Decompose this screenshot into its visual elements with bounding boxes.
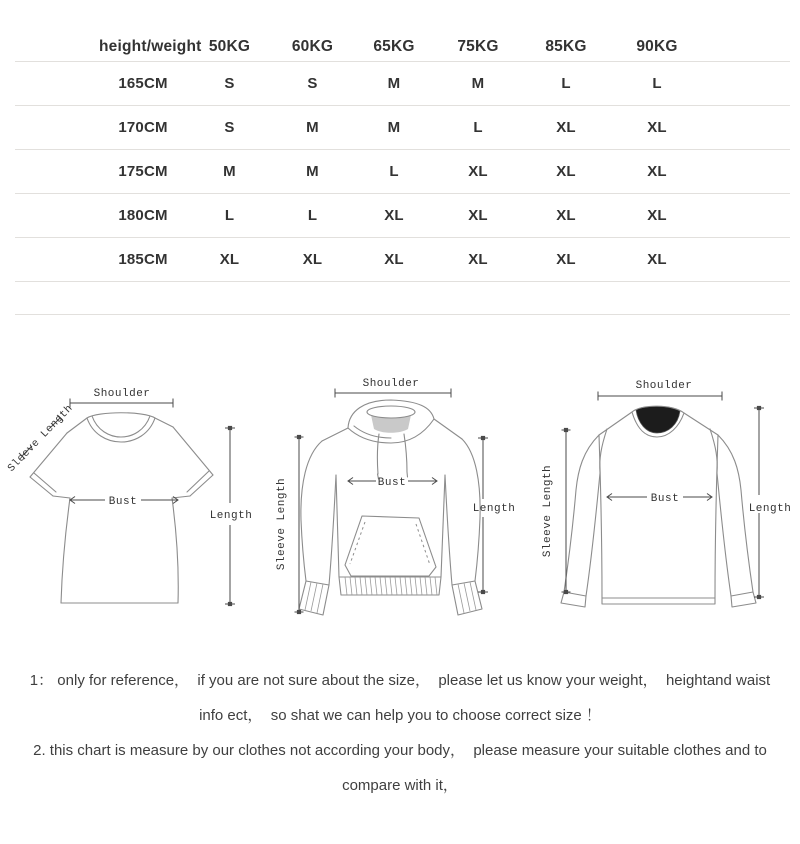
header-85kg: 85KG <box>545 38 587 55</box>
header-50kg: 50KG <box>208 38 251 55</box>
hoodie-bust-label: Bust <box>377 477 407 489</box>
size-cell: M <box>387 119 401 136</box>
header-75kg: 75KG <box>457 38 499 55</box>
collar-fill <box>636 406 680 433</box>
size-cell: L <box>473 119 483 136</box>
size-cell: XL <box>468 207 488 224</box>
header-60kg: 60KG <box>291 38 334 55</box>
table-row <box>15 238 790 282</box>
note-line-1: 1： only for reference， if you are not sure about the size， please let us know your weight， heightand waist <box>29 672 771 689</box>
size-cell: M <box>306 163 319 180</box>
size-cell: XL <box>647 251 667 268</box>
size-cell: L <box>307 207 318 224</box>
size-cell: S <box>307 75 318 92</box>
table-row <box>15 62 790 106</box>
table-row <box>15 150 790 194</box>
size-table <box>15 28 790 315</box>
tshirt-measurement-diagram <box>5 355 260 655</box>
longsleeve-measurement-diagram <box>535 355 800 655</box>
tshirt-shoulder-label: Shoulder <box>93 388 151 400</box>
size-cell: S <box>224 75 235 92</box>
row-height: 180CM <box>118 207 168 224</box>
size-cell: XL <box>384 207 404 224</box>
table-row <box>15 106 790 150</box>
size-cell: XL <box>556 207 576 224</box>
hoodie-length-label: Length <box>472 503 516 515</box>
note-line-2: info ect， so shat we can help you to choose correct size ！ <box>199 707 601 724</box>
header-90kg: 90KG <box>636 38 678 55</box>
size-cell: L <box>389 163 399 180</box>
tshirt-sleeve-length-label: Sleeve Length <box>5 402 76 475</box>
size-cell: L <box>652 75 662 92</box>
table-header-row <box>15 28 790 62</box>
size-cell: XL <box>219 251 240 268</box>
cuff-rib-lines <box>305 582 476 613</box>
size-cell: M <box>387 75 401 92</box>
header-height-weight: height/weight <box>99 38 202 55</box>
header-65kg: 65KG <box>373 38 415 55</box>
longsleeve-length-label: Length <box>748 503 792 515</box>
size-cell: XL <box>468 163 488 180</box>
longsleeve-sleeve-length-label: Sleeve Length <box>542 464 554 558</box>
longsleeve-bust-label: Bust <box>650 493 680 505</box>
size-cell: S <box>224 119 235 136</box>
size-cell: L <box>561 75 571 92</box>
size-cell: XL <box>556 251 576 268</box>
row-height: 175CM <box>118 163 168 180</box>
size-cell: XL <box>647 207 667 224</box>
size-cell: XL <box>556 163 576 180</box>
size-cell: M <box>471 75 485 92</box>
hoodie-sleeve-length-label: Sleeve Length <box>276 477 288 571</box>
longsleeve-outline-icon <box>561 406 756 607</box>
size-cell: L <box>224 207 235 224</box>
size-cell: XL <box>384 251 404 268</box>
size-cell: XL <box>302 251 323 268</box>
size-cell: XL <box>647 163 667 180</box>
row-height: 165CM <box>118 75 168 92</box>
row-height: 185CM <box>118 251 168 268</box>
table-row <box>15 194 790 238</box>
pocket-stitching <box>350 522 430 565</box>
hoodie-shoulder-label: Shoulder <box>362 378 420 390</box>
table-footer-spacer <box>15 282 790 315</box>
tshirt-bust-label: Bust <box>108 496 138 508</box>
size-cell: XL <box>647 119 667 136</box>
row-height: 170CM <box>118 119 168 136</box>
hem-rib-lines <box>345 577 437 595</box>
size-cell: XL <box>556 119 576 136</box>
hoodie-measurement-diagram <box>270 355 535 655</box>
tshirt-length-label: Length <box>209 510 253 522</box>
size-cell: M <box>223 163 236 180</box>
size-cell: XL <box>468 251 488 268</box>
note-line-3: 2. this chart is measure by our clothes not according your body， please measure your suitable clothes and to <box>33 742 767 759</box>
note-line-4: compare with it， <box>342 777 458 794</box>
longsleeve-shoulder-label: Shoulder <box>635 380 693 392</box>
size-cell: M <box>306 119 319 136</box>
